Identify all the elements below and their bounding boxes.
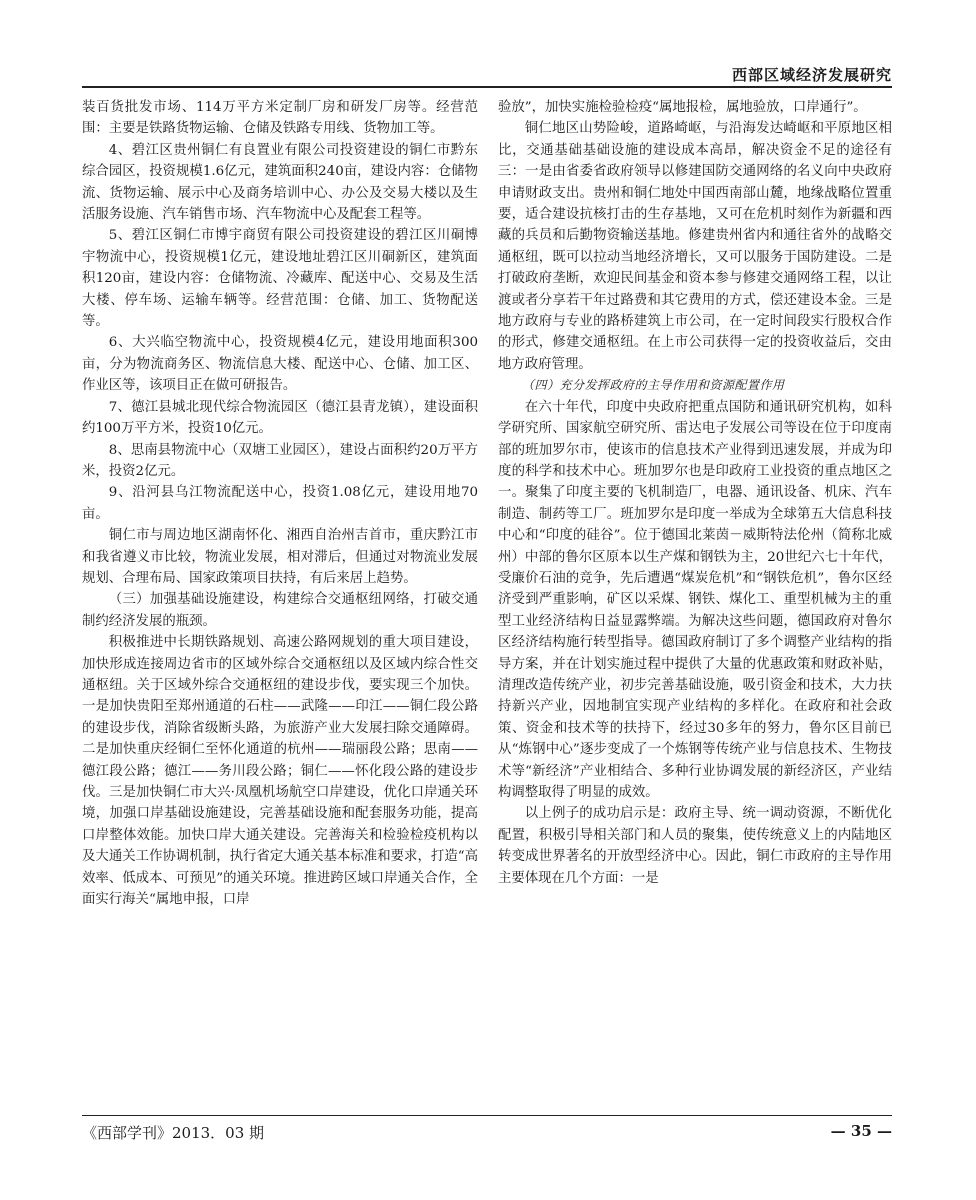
section-heading: （三）加强基础设施建设，构建综合交通枢纽网络，打破交通制约经济发展的瓶颈。 xyxy=(82,592,478,629)
paragraph: 4、碧江区贵州铜仁有良置业有限公司投资建设的铜仁市黔东综合园区，投资规模1.6亿元，建筑面积240亩，建设内容：仓储物流、货物运输、展示中心及商务培训中心、办公及交易大楼以及生活服务设施、汽车销售市场、汽车物流中心及配套工程等。 xyxy=(82,142,478,223)
paragraph: 7、德江县城北现代综合物流园区（德江县青龙镇），建设面积约100万平方米，投资10亿元。 xyxy=(82,399,478,437)
journal-issue: 《西部学刊》2013．03 期 xyxy=(82,1124,265,1142)
paragraph: 验放”，加快实施检验检疫“属地报检，属地验放，口岸通行”。 xyxy=(498,100,867,115)
paragraph: 积极推进中长期铁路规划、高速公路网规划的重大项目建设，加快形成连接周边省市的区域外综合交通枢纽以及区域内综合性交通枢纽。关于区域外综合交通枢纽的建设步伐，要实现三个加快。一是加快贵阳至郑州通道的石柱——武隆——印江——铜仁段公路的建设步伐，消除省级断头路，为旅游产业大发展扫除交通障碍。二是加快重庆经铜仁至怀化通道的杭州——瑞丽段公路；思南——德江段公路；德江——务川段公路；铜仁——怀化段公路的建设步伐。三是加快铜仁市大兴·凤凰机场航空口岸建设，优化口岸通关环境，加强口岸基础设施建设，完善基础设施和配套服务功能，提高口岸整体效能。加快口岸大通关建设。完善海关和检验检疫机构以及大通关工作协调机制，执行省定大通关基本标准和要求，打造“高效率、低成本、可预见”的通关环境。推进跨区域口岸通关合作，全面实行海关“属地申报，口岸 xyxy=(82,635,478,908)
right-column xyxy=(498,97,892,1109)
page-number: — 35 — xyxy=(830,1122,892,1140)
running-head: 西部区域经济发展研究 xyxy=(731,66,892,84)
paragraph: 9、沿河县乌江物流配送中心，投资1.08亿元，建设用地70亩。 xyxy=(82,485,478,522)
paragraph: 铜仁市与周边地区湖南怀化、湘西自治州吉首市，重庆黔江市和我省遵义市比较，物流业发展，相对滞后，但通过对物流业发展规划、合理布局、国家政策项目扶持，有后来居上趋势。 xyxy=(82,528,478,586)
paragraph: 装百货批发市场、114万平方米定制厂房和研发厂房等。经营范围：主要是铁路货物运输、仓储及铁路专用线、货物加工等。 xyxy=(82,100,478,137)
paragraph: 在六十年代，印度中央政府把重点国防和通讯研究机构，如科学研究所、国家航空研究所、雷达电子发展公司等设在位于印度南部的班加罗尔市，使该市的信息技术产业得到迅速发展，并成为印度的科学和技术中心。班加罗尔也是印政府工业投资的重点地区之一。聚集了印度主要的飞机制造厂，电器、通讯设备、机床、汽车制造、制药等工厂。班加罗尔是印度一举成为全球第五大信息科技中心和“印度的硅谷”。位于德国北莱茵－威斯特法伦州（简称北威州）中部的鲁尔区原本以生产煤和钢铁为主，20世纪六七十年代，受廉价石油的竞争，先后遭遇“煤炭危机”和“钢铁危机”，鲁尔区经济受到严重影响，矿区以采煤、钢铁、煤化工、重型机械为主的重型工业经济结构日益显露弊端。为解决这些问题，德国政府对鲁尔区经济结构施行转型指导。德国政府制订了多个调整产业结构的指导方案，并在计划实施过程中提供了大量的优惠政策和财政补贴，清理改造传统产业，初步完善基础设施，吸引资金和技术，大力扶持新兴产业，因地制宜实现产业结构的多样化。在政府和社会政策、资金和技术等的扶持下，经过30多年的努力，鲁尔区目前已从“炼钢中心”逐步变成了一个炼钢等传统产业与信息技术、生物技术等“新经济”产业相结合、多种行业协调发展的新经济区，产业结构调整取得了明显的成效。 xyxy=(498,399,892,800)
header-rule xyxy=(82,86,892,88)
paragraph: 6、大兴临空物流中心，投资规模4亿元，建设用地面积300亩，分为物流商务区、物流信息大楼、配送中心、仓储、加工区、作业区等，该项目正在做可研报告。 xyxy=(82,335,478,394)
paragraph: 8、思南县物流中心（双塘工业园区），建设占面积约20万平方米，投资2亿元。 xyxy=(82,442,478,479)
footer-rule xyxy=(82,1115,892,1116)
paragraph: 以上例子的成功启示是：政府主导、统一调动资源，不断优化配置，积极引导相关部门和人员的聚集，使传统意义上的内陆地区转变成世界著名的开放型经济中心。因此，铜仁市政府的主导作用主要体现在几个方面：一是 xyxy=(498,806,892,886)
paragraph: 5、碧江区铜仁市博宇商贸有限公司投资建设的碧江区川硐博宇物流中心，投资规模1亿元，建设地址碧江区川硐新区，建筑面积120亩，建设内容：仓储物流、冷藏库、配送中心、交易及生活大楼、停车场、运输车辆等。经营范围：仓储、加工、货物配送等。 xyxy=(82,228,478,330)
paragraph: 铜仁地区山势险峻，道路崎岖，与沿海发达崎岖和平原地区相比，交通基础基础设施的建设成本高昂，解决资金不足的途径有三：一是由省委省政府领导以修建国防交通网络的名义向中央政府申请财政支出。贵州和铜仁地处中国西南部山麓，地缘战略位置重要，适合建设抗核打击的生存基地，又可在危机时刻作为新疆和西藏的兵员和后勤物资输送基地。修建贵州省内和通往省外的战略交通枢纽，既可以拉动当地经济增长，又可以服务于国防建设。二是打破政府垄断，欢迎民间基金和资本参与修建交通网络工程，以让渡或者分享若干年过路费和其它费用的方式，偿还建设本金。三是地方政府与专业的路桥建筑上市公司，在一定时间段实行股权合作的形式，修建交通枢纽。在上市公司获得一定的投资收益后，交由地方政府管理。 xyxy=(498,121,892,372)
section-heading: （四）充分发挥政府的主导作用和资源配置作用 xyxy=(522,378,785,393)
left-column xyxy=(82,97,478,1109)
